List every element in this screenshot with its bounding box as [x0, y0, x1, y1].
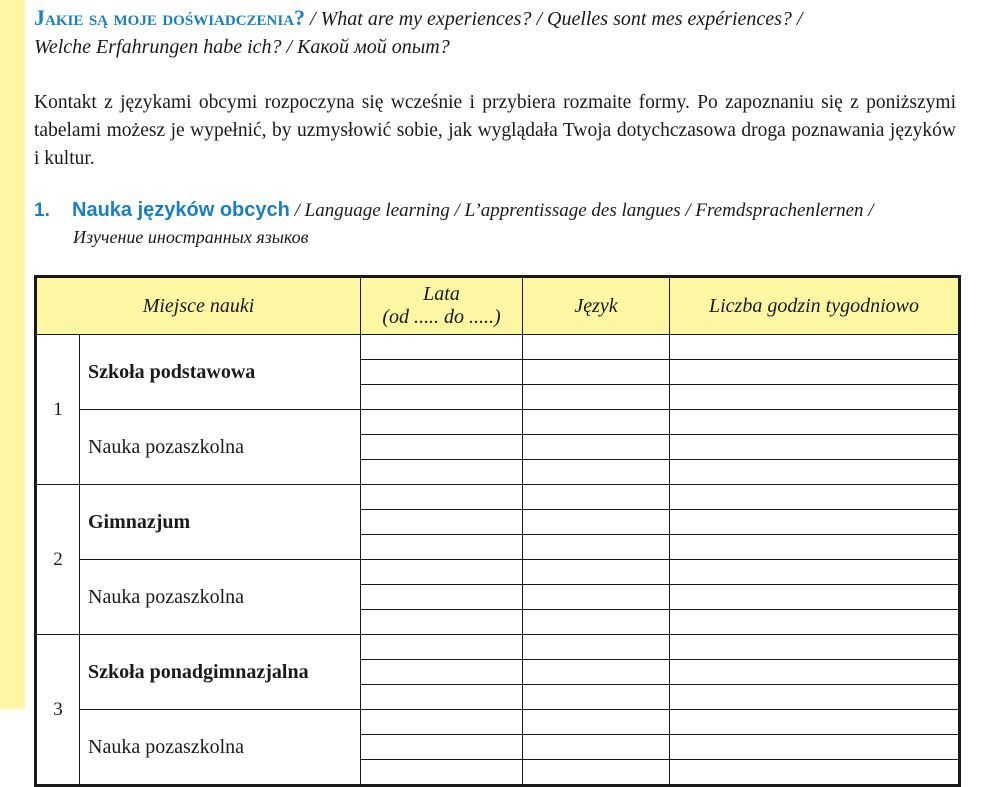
section-heading: [34, 197, 964, 251]
language-cell[interactable]: [523, 410, 670, 435]
left-margin-stripe: [0, 0, 25, 709]
years-cell[interactable]: [361, 760, 523, 786]
place-label: Nauka pozaszkolna: [80, 410, 361, 485]
hours-cell[interactable]: [670, 610, 960, 635]
section-number: 1.: [34, 200, 50, 221]
table-body: [36, 335, 960, 786]
hours-cell[interactable]: [670, 335, 960, 360]
header-hours: Liczba godzin tygodniowo: [670, 277, 960, 335]
hours-cell[interactable]: [670, 710, 960, 735]
table-row: [36, 710, 960, 735]
header-place: Miejsce nauki: [36, 277, 361, 335]
years-cell[interactable]: [361, 385, 523, 410]
hours-cell[interactable]: [670, 360, 960, 385]
years-cell[interactable]: [361, 510, 523, 535]
language-cell[interactable]: [523, 335, 670, 360]
group-number: 2: [36, 485, 80, 635]
hours-cell[interactable]: [670, 535, 960, 560]
years-cell[interactable]: [361, 410, 523, 435]
table-row: [36, 560, 960, 585]
page-heading: [34, 4, 964, 61]
hours-cell[interactable]: [670, 685, 960, 710]
hours-cell[interactable]: [670, 760, 960, 786]
table-row: [36, 485, 960, 510]
heading-translations-2: Welche Erfahrungen habe ich? / Какой мой опыт?: [34, 36, 450, 58]
hours-cell[interactable]: [670, 460, 960, 485]
language-cell[interactable]: [523, 485, 670, 510]
language-cell[interactable]: [523, 760, 670, 786]
years-cell[interactable]: [361, 685, 523, 710]
heading-title: Jakie są moje doświadczenia: [34, 5, 295, 30]
place-label: Nauka pozaszkolna: [80, 560, 361, 635]
table-row: [36, 410, 960, 435]
section-title: Nauka języków obcych: [72, 199, 290, 221]
learning-table: [34, 275, 961, 787]
hours-cell[interactable]: [670, 585, 960, 610]
place-label: Nauka pozaszkolna: [80, 710, 361, 786]
years-cell[interactable]: [361, 460, 523, 485]
learning-table-wrapper: [34, 275, 958, 758]
years-cell[interactable]: [361, 560, 523, 585]
group-number: 3: [36, 635, 80, 786]
heading-translations-1: / What are my experiences? / Quelles sont mes expériences? /: [305, 8, 803, 30]
years-cell[interactable]: [361, 535, 523, 560]
hours-cell[interactable]: [670, 410, 960, 435]
language-cell[interactable]: [523, 535, 670, 560]
intro-paragraph: Kontakt z językami obcymi rozpoczyna się wcześnie i przybiera rozmaite formy. Po zapoznaniu się z poniższymi tabelami możesz je wypełnić, by uzmysłowić sobie, jak wyglądała Twoja dotychczasowa droga poznawania języków i kultur.: [34, 92, 956, 169]
years-cell[interactable]: [361, 335, 523, 360]
language-cell[interactable]: [523, 635, 670, 660]
years-cell[interactable]: [361, 485, 523, 510]
language-cell[interactable]: [523, 510, 670, 535]
hours-cell[interactable]: [670, 435, 960, 460]
language-cell[interactable]: [523, 435, 670, 460]
section-translation-ru: Изучение иностранных языков: [73, 227, 309, 247]
header-years-line1: Lata: [423, 283, 460, 305]
years-cell[interactable]: [361, 660, 523, 685]
language-cell[interactable]: [523, 660, 670, 685]
header-years: [361, 277, 523, 335]
place-label: Szkoła ponadgimnazjalna: [80, 635, 361, 710]
header-language: Język: [523, 277, 670, 335]
language-cell[interactable]: [523, 610, 670, 635]
hours-cell[interactable]: [670, 485, 960, 510]
years-cell[interactable]: [361, 585, 523, 610]
hours-cell[interactable]: [670, 660, 960, 685]
hours-cell[interactable]: [670, 735, 960, 760]
table-row: [36, 635, 960, 660]
years-cell[interactable]: [361, 735, 523, 760]
language-cell[interactable]: [523, 685, 670, 710]
hours-cell[interactable]: [670, 635, 960, 660]
years-cell[interactable]: [361, 610, 523, 635]
place-label: Szkoła podstawowa: [80, 335, 361, 410]
group-number: 1: [36, 335, 80, 485]
years-cell[interactable]: [361, 435, 523, 460]
heading-question-mark: ?: [294, 5, 306, 30]
hours-cell[interactable]: [670, 385, 960, 410]
language-cell[interactable]: [523, 460, 670, 485]
language-cell[interactable]: [523, 360, 670, 385]
hours-cell[interactable]: [670, 510, 960, 535]
language-cell[interactable]: [523, 560, 670, 585]
section-translations: / Language learning / L’apprentissage des langues / Fremdsprachenlernen /: [289, 200, 874, 221]
language-cell[interactable]: [523, 585, 670, 610]
table-row: [36, 335, 960, 360]
place-label: Gimnazjum: [80, 485, 361, 560]
table-header-row: [36, 277, 960, 335]
years-cell[interactable]: [361, 635, 523, 660]
header-years-line2: (od ..... do .....): [382, 306, 501, 328]
language-cell[interactable]: [523, 710, 670, 735]
years-cell[interactable]: [361, 360, 523, 385]
language-cell[interactable]: [523, 385, 670, 410]
language-cell[interactable]: [523, 735, 670, 760]
years-cell[interactable]: [361, 710, 523, 735]
hours-cell[interactable]: [670, 560, 960, 585]
